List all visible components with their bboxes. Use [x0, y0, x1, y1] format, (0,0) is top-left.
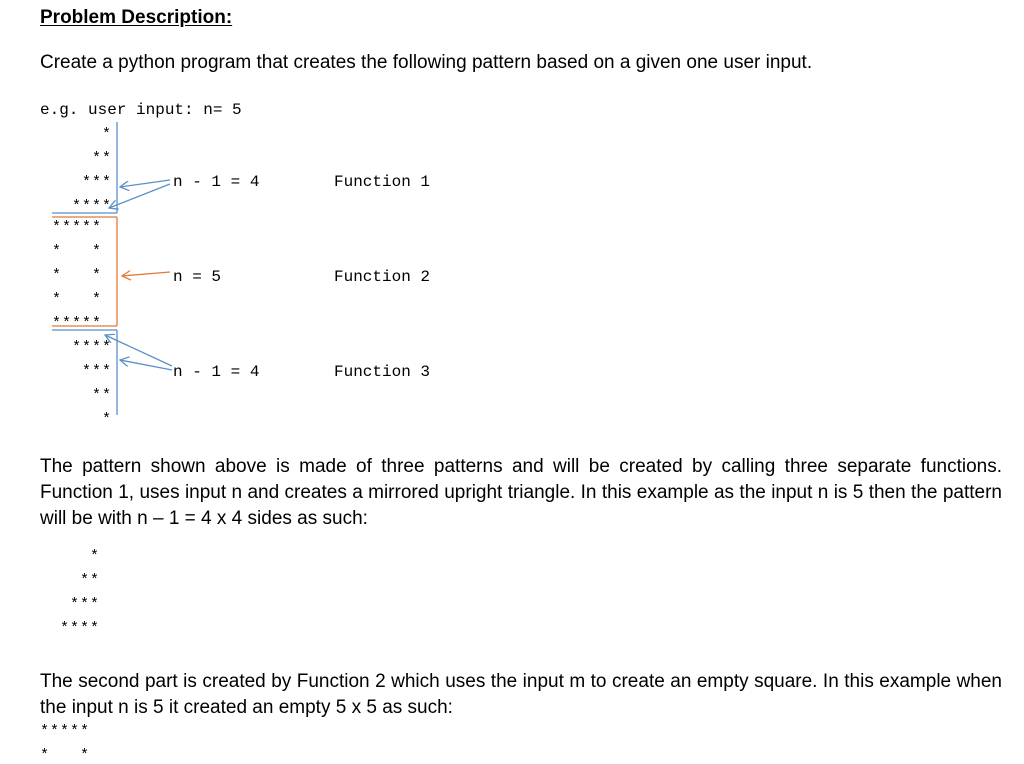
example-triangle-row: * [89, 548, 100, 565]
square-row: ***** [52, 219, 103, 236]
arrow-function-3-b [120, 360, 172, 370]
function-3-name: Function 3 [334, 363, 431, 381]
example-triangle-row: **** [59, 620, 100, 637]
arrow-function-2 [122, 272, 170, 276]
example-square-row: * * [40, 747, 91, 764]
arrow-function-1-a [120, 180, 170, 187]
upper-triangle-row: * [101, 126, 112, 143]
function-2-name: Function 2 [334, 268, 431, 286]
paragraph-function-2: The second part is created by Function 2 which uses the input m to create an empty square. In this example when the input n is 5 it created an empty 5 x 5 as such: [40, 671, 1002, 718]
example-triangle-row: ** [79, 572, 100, 589]
label-function-1: n - 1 = 4 [173, 173, 260, 191]
example-triangle-row: *** [69, 596, 100, 613]
lower-triangle-row: * [101, 411, 112, 428]
label-function-2: n = 5 [173, 268, 222, 286]
square-row: * * [52, 243, 103, 260]
intro-text: Create a python program that creates the following pattern based on a given one user input. [40, 52, 813, 73]
page-heading: Problem Description: [40, 7, 233, 28]
label-function-3: n - 1 = 4 [173, 363, 260, 381]
lower-triangle-row: **** [71, 339, 112, 356]
upper-triangle-row: *** [81, 174, 112, 191]
square-row: ***** [52, 315, 103, 332]
arrow-function-3-a [105, 335, 172, 366]
paragraph-function-1: The pattern shown above is made of three patterns and will be created by calling three separate functions. Function 1, uses input n and creates a mirrored upright triangle. In this example as the input n is 5 then the pattern will be with n – 1 = 4 x 4 sides as such: [40, 456, 1002, 529]
lower-triangle-row: ** [91, 387, 112, 404]
square-row: * * [52, 291, 103, 308]
lower-triangle-row: *** [81, 363, 112, 380]
example-square-row: ***** [40, 723, 91, 740]
arrow-function-1-b [109, 184, 170, 208]
square-row: * * [52, 267, 103, 284]
function-1-name: Function 1 [334, 173, 431, 191]
example-label: e.g. user input: n= 5 [40, 101, 242, 119]
upper-triangle-row: **** [71, 198, 112, 215]
upper-triangle-row: ** [91, 150, 112, 167]
